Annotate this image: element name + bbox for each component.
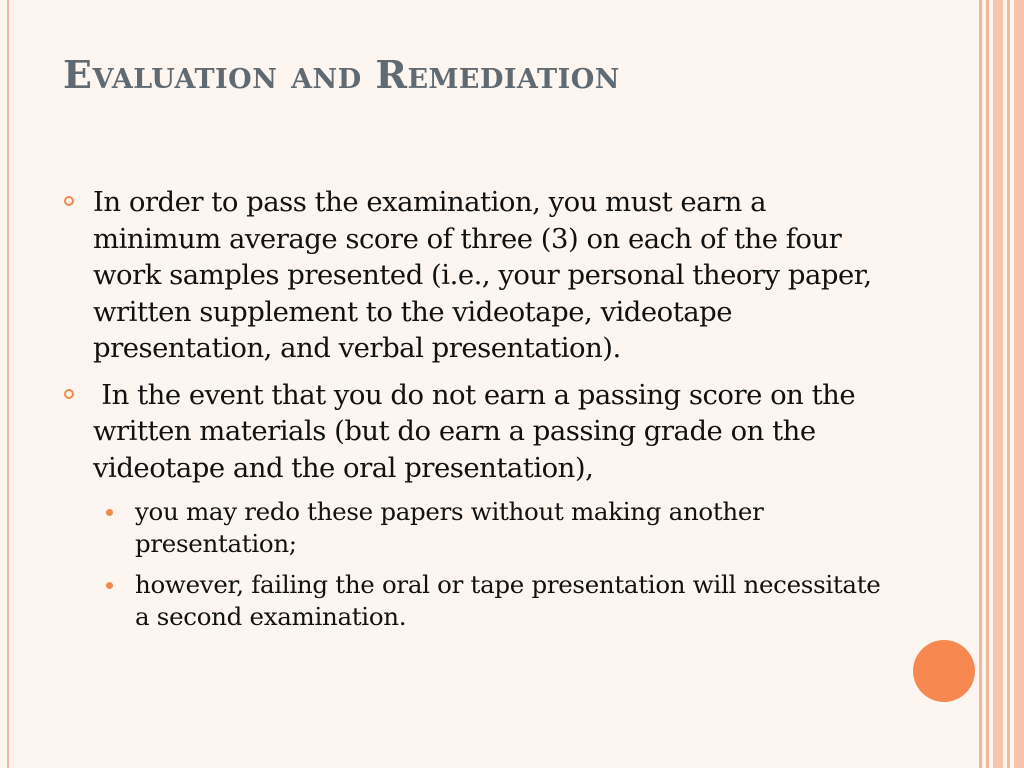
sub-bullet-dot-icon [106, 509, 113, 516]
bullet-text: In order to pass the examination, you must earn a minimum average score of three (3) on each of the four work samples presented (i.e., your personal theory paper, written supplement to the videotape, videotape presentation, and verbal presentation). [93, 186, 872, 364]
sub-bullet-text: however, failing the oral or tape presentation will necessitate a second examination. [135, 570, 881, 631]
left-border-line [7, 0, 9, 768]
sub-bullet-item [62, 569, 882, 633]
slide-content [62, 184, 882, 642]
decorative-stripe [979, 0, 982, 768]
sub-bullet-list [62, 496, 882, 633]
sub-bullet-text: you may redo these papers without making another presentation; [135, 497, 764, 558]
bullet-item [62, 184, 882, 367]
sub-bullet-item [62, 496, 882, 560]
decorative-stripe [1014, 0, 1024, 768]
decorative-stripe [1007, 0, 1010, 768]
bullet-circle-icon [64, 389, 74, 399]
bullet-text: In the event that you do not earn a passing score on the written materials (but do earn a passing grade on the videotape and the oral presentation), [93, 378, 864, 484]
decorative-stripe [993, 0, 1003, 768]
bullet-circle-icon [64, 196, 74, 206]
slide-title: Evaluation and Remediation [63, 52, 620, 97]
bullet-item [62, 377, 882, 487]
decorative-stripe [986, 0, 989, 768]
decorative-circle [913, 640, 975, 702]
sub-bullet-dot-icon [106, 582, 113, 589]
